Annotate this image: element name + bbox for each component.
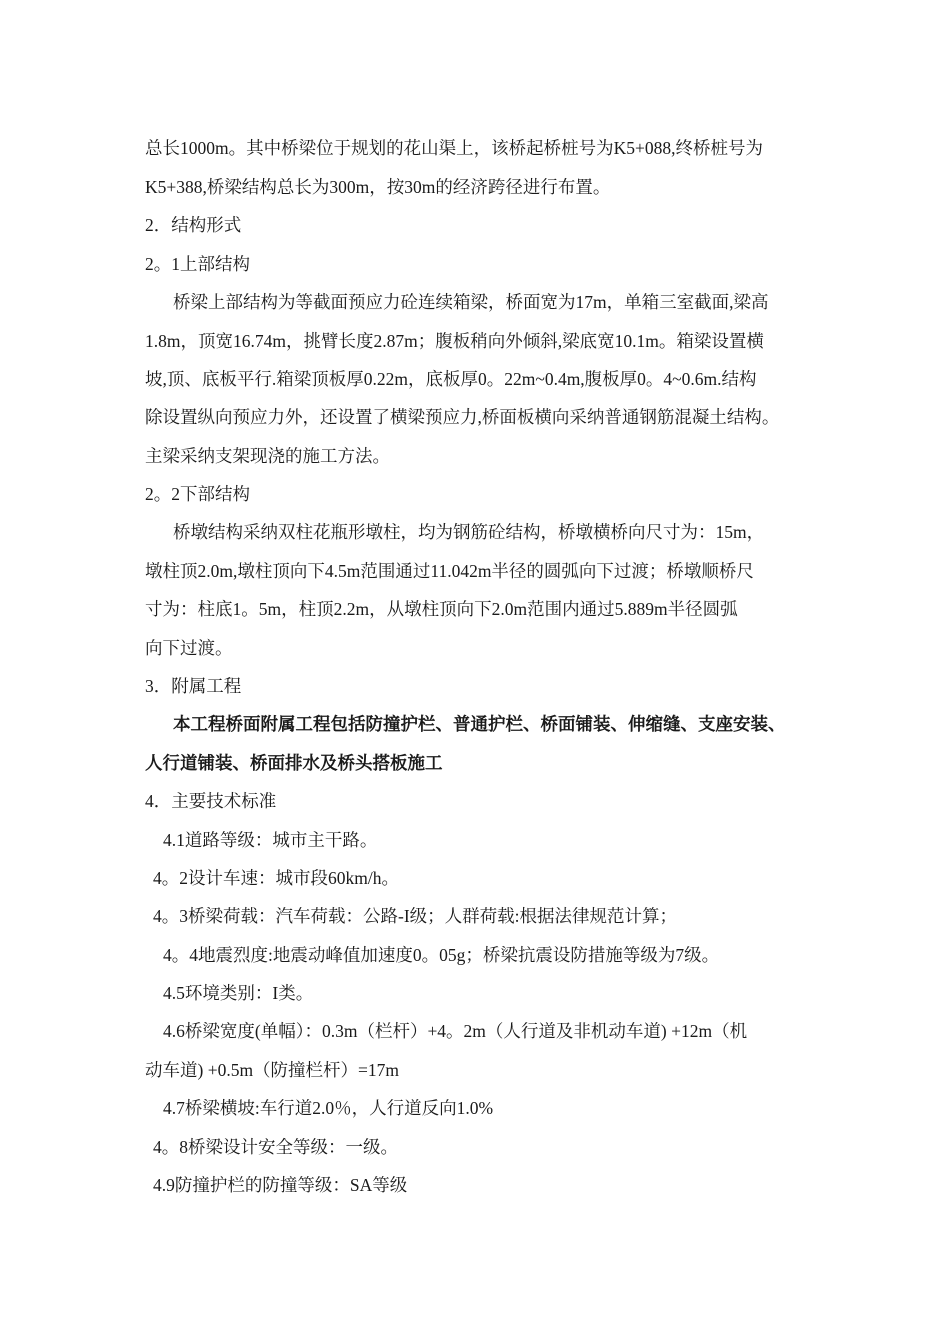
section-heading: 4．主要技术标准 (145, 791, 277, 811)
body-text-line: 除设置纵向预应力外，还设置了横梁预应力,桥面板横向采纳普通钢筋混凝土结构。 (145, 407, 780, 427)
body-text-line: K5+388,桥梁结构总长为300m，按30m的经济跨径进行布置。 (145, 177, 611, 197)
body-text-line: 墩柱顶2.0m,墩柱顶向下4.5m范围通过11.042m半径的圆弧向下过渡；桥墩顺桥尺 (145, 561, 754, 581)
standard-item: 4.7桥梁横坡:车行道2.0％，人行道反向1.0% (163, 1098, 494, 1118)
standard-item: 4。4地震烈度:地震动峰值加速度0。05g；桥梁抗震设防措施等级为7级。 (163, 945, 720, 965)
body-text-line: 总长1000m。其中桥梁位于规划的花山渠上，该桥起桥桩号为K5+088,终桥桩号为 (145, 138, 763, 158)
subsection-heading: 2。1上部结构 (145, 254, 250, 274)
body-text-line: 桥墩结构采纳双柱花瓶形墩柱，均为钢筋砼结构，桥墩横桥向尺寸为：15m， (173, 522, 765, 542)
section-heading: 3．附属工程 (145, 676, 242, 696)
body-text-line: 坡,顶、底板平行.箱梁顶板厚0.22m，底板厚0。22m~0.4m,腹板厚0。4~0.6m.结构 (145, 369, 757, 389)
standard-item: 4。8桥梁设计安全等级：一级。 (153, 1137, 398, 1157)
subsection-heading: 2。2下部结构 (145, 484, 250, 504)
section-heading: 2．结构形式 (145, 215, 242, 235)
body-text-line: 主梁采纳支架现浇的施工方法。 (145, 446, 390, 466)
body-text-line: 向下过渡。 (145, 638, 233, 658)
bold-text-line: 人行道铺装、桥面排水及桥头搭板施工 (145, 753, 443, 773)
body-text-line: 1.8m，顶宽16.74m，挑臂长度2.87m；腹板稍向外倾斜,梁底宽10.1m。箱梁设置横 (145, 331, 764, 351)
standard-item: 4.5环境类别：I类。 (163, 983, 314, 1003)
standard-item: 4.1道路等级：城市主干路。 (163, 830, 378, 850)
body-text-line: 寸为：柱底1。5m，柱顶2.2m，从墩柱顶向下2.0m范围内通过5.889m半径圆弧 (145, 599, 738, 619)
body-text-line: 桥梁上部结构为等截面预应力砼连续箱梁，桥面宽为17m，单箱三室截面,梁高 (173, 292, 769, 312)
body-text-line: 动车道) +0.5m（防撞栏杆）=17m (145, 1060, 400, 1080)
standard-item: 4.9防撞护栏的防撞等级：SA等级 (153, 1175, 408, 1195)
standard-item: 4。2设计车速：城市段60km/h。 (153, 868, 399, 888)
bold-text-line: 本工程桥面附属工程包括防撞护栏、普通护栏、桥面铺装、伸缩缝、支座安装、 (173, 714, 786, 734)
standard-item: 4。3桥梁荷载：汽车荷载：公路-I级；人群荷载:根据法律规范计算； (153, 906, 678, 926)
standard-item: 4.6桥梁宽度(单幅）：0.3m（栏杆）+4。2m（人行道及非机动车道) +12m（机 (163, 1021, 748, 1041)
